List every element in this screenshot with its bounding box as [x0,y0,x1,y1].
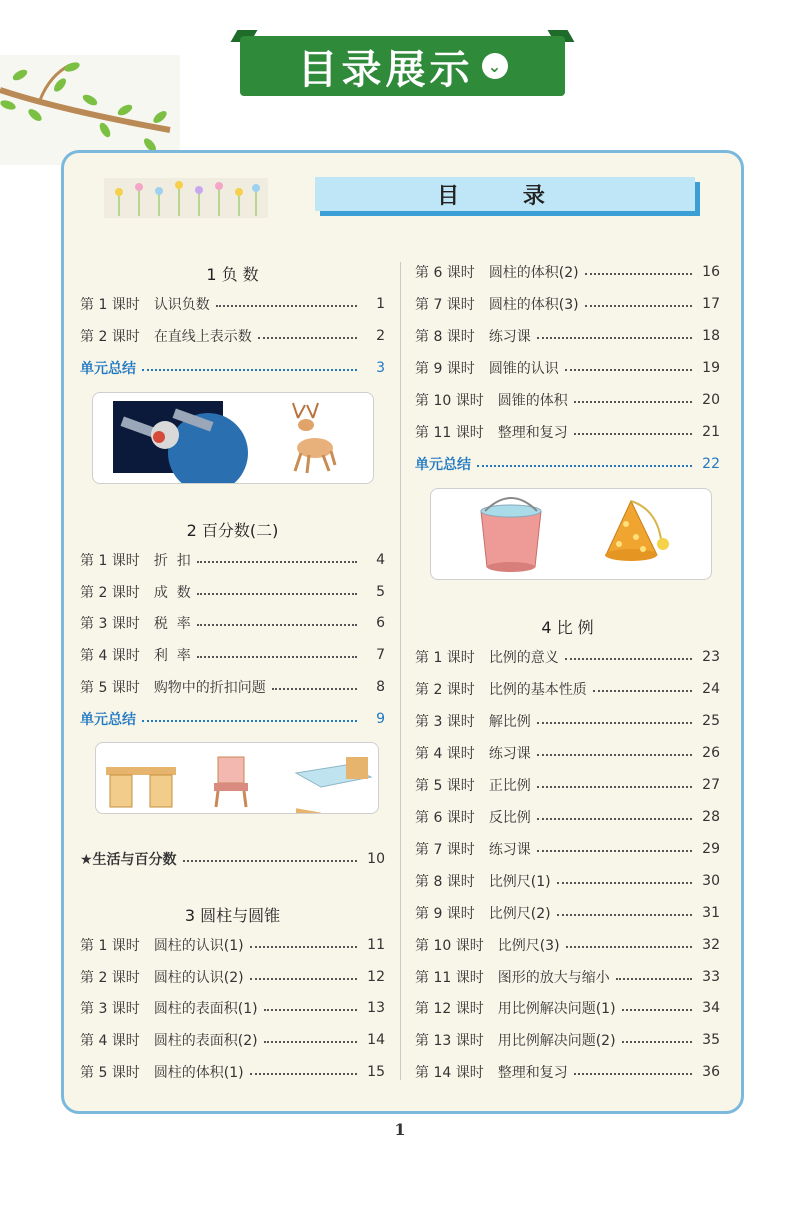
page-number: 12 [367,969,385,985]
page-number: 20 [702,392,720,408]
lesson-label: 第 1 课时 [80,553,140,569]
lesson-name: 折 扣 [153,553,191,569]
lesson-name: 在直线上表示数 [153,329,252,345]
page-number: 2 [376,328,385,344]
lesson-name: 成 数 [153,585,191,601]
toc-row[interactable] [80,582,385,602]
page-number: 7 [376,647,385,663]
leader-dots [142,720,357,722]
page-number: 23 [702,649,720,665]
toc-row[interactable] [80,967,385,987]
summary-label: 单元总结 [80,712,136,728]
page-number: 16 [702,264,720,280]
toc-row[interactable] [415,326,720,346]
special-row[interactable] [80,849,385,869]
page-number: 5 [376,584,385,600]
lesson-name: 用比例解决问题(2) [497,1033,616,1049]
page-number: 4 [376,552,385,568]
toc-row[interactable] [80,935,385,955]
unit-summary-row[interactable] [415,454,720,474]
toc-row[interactable] [415,903,720,923]
lesson-label: 第 4 课时 [415,746,475,762]
page-number: 11 [367,937,385,953]
lesson-name: 利 率 [153,648,191,664]
leader-dots [537,337,692,339]
leader-dots [585,305,692,307]
page-number: 26 [702,745,720,761]
leader-dots [197,656,357,658]
unit-1-title: 1 负 数 [206,265,259,284]
page-number: 8 [376,679,385,695]
lesson-name: 圆柱的表面积(2) [153,1033,258,1049]
toc-row[interactable] [415,294,720,314]
lesson-label: 第 14 课时 [415,1065,484,1081]
lesson-label: 第 1 课时 [80,297,140,313]
leader-dots [565,369,692,371]
lesson-label: 第 2 课时 [80,585,140,601]
leader-dots [566,946,692,948]
lesson-name: 比例的意义 [488,650,559,666]
leader-dots [537,754,692,756]
lesson-label: 第 3 课时 [80,1001,140,1017]
flowers-decoration-icon [104,178,268,218]
leader-dots [574,1073,692,1075]
lesson-name: 圆柱的认识(1) [153,938,244,954]
toc-row[interactable] [415,1062,720,1082]
lesson-name: 整理和复习 [497,1065,568,1081]
leader-dots [183,860,357,862]
lesson-name: 比例尺(1) [488,874,551,890]
page-number: 30 [702,873,720,889]
unit-1-illustration [92,392,374,484]
leader-dots [250,978,357,980]
leader-dots [616,978,692,980]
lesson-label: 第 2 课时 [80,970,140,986]
toc-row[interactable] [80,550,385,570]
page-number: 35 [702,1032,720,1048]
lesson-name: 圆柱的表面积(1) [153,1001,258,1017]
leader-dots [537,850,692,852]
lesson-name: 比例的基本性质 [488,682,587,698]
leader-dots [537,818,692,820]
toc-row[interactable] [80,294,385,314]
unit-2-illustration [95,742,379,814]
page-number: 19 [702,360,720,376]
leader-dots [197,593,357,595]
lesson-name: 图形的放大与缩小 [497,970,610,986]
leader-dots [593,690,692,692]
chevron-down-icon[interactable]: ⌄ [482,53,508,79]
leader-dots [537,786,692,788]
page-number: 18 [702,328,720,344]
banner-body [240,36,565,96]
page-number: 10 [367,851,385,867]
branch-decoration-icon [0,55,180,165]
toc-row[interactable] [415,1030,720,1050]
satellite-deer-icon [93,393,373,483]
lesson-label: 第 8 课时 [415,874,475,890]
lesson-label: 第 5 课时 [80,1065,140,1081]
lesson-label: 第 4 课时 [80,648,140,664]
page-number: 3 [376,360,385,376]
toc-row[interactable] [80,1030,385,1050]
lesson-label: 第 10 课时 [415,393,484,409]
toc-row[interactable] [415,998,720,1018]
page-number: 32 [702,937,720,953]
toc-title: 目 录 [315,177,695,211]
page-number: 13 [367,1000,385,1016]
toc-row[interactable] [80,998,385,1018]
toc-row[interactable] [415,743,720,763]
lesson-name: 用比例解决问题(1) [497,1001,616,1017]
lesson-label: 第 2 课时 [415,682,475,698]
lesson-name: 圆柱的认识(2) [153,970,244,986]
lesson-name: 正比例 [488,778,531,794]
lesson-label: 第 10 课时 [415,938,484,954]
lesson-label: 第 5 课时 [415,778,475,794]
toc-row[interactable] [80,645,385,665]
page-number: 28 [702,809,720,825]
leader-dots [272,688,357,690]
page-number: 14 [367,1032,385,1048]
lesson-name: 练习课 [488,842,531,858]
lesson-label: 第 2 课时 [80,329,140,345]
leader-dots [565,658,692,660]
lesson-name: 圆锥的体积 [497,393,568,409]
lesson-label: 第 11 课时 [415,425,484,441]
toc-row[interactable] [415,935,720,955]
toc-row[interactable] [80,1062,385,1082]
leader-dots [142,369,357,371]
header-banner [240,30,565,96]
toc-row[interactable] [415,422,720,442]
lesson-label: 第 11 课时 [415,970,484,986]
page-number: 27 [702,777,720,793]
page-number: 9 [376,711,385,727]
lesson-label: 第 1 课时 [415,650,475,666]
unit-summary-row[interactable] [80,358,385,378]
bucket-cone-icon [431,489,711,579]
leader-dots [574,401,692,403]
page-number: 1 [376,296,385,312]
lesson-label: 第 9 课时 [415,906,475,922]
toc-row[interactable] [415,967,720,987]
toc-row[interactable] [80,677,385,697]
lesson-name: 认识负数 [153,297,210,313]
furniture-icon [96,743,378,813]
leader-dots [585,273,692,275]
page-number: 31 [702,905,720,921]
toc-row[interactable] [415,358,720,378]
summary-label: 单元总结 [80,361,136,377]
leader-dots [574,433,692,435]
lesson-label: 第 7 课时 [415,297,475,313]
lesson-label: 第 5 课时 [80,680,140,696]
leader-dots [477,465,692,467]
lesson-name: 圆柱的体积(2) [488,265,579,281]
toc-row[interactable] [415,807,720,827]
leader-dots [622,1041,692,1043]
toc-row[interactable] [415,839,720,859]
page-number: 33 [702,969,720,985]
leader-dots [250,1073,357,1075]
lesson-name: 比例尺(3) [497,938,560,954]
lesson-name: 圆柱的体积(3) [488,297,579,313]
lesson-label: 第 8 课时 [415,329,475,345]
leader-dots [250,946,357,948]
leader-dots [622,1009,692,1011]
toc-row[interactable] [415,262,720,282]
lesson-label: 第 13 课时 [415,1033,484,1049]
leader-dots [557,914,692,916]
leader-dots [264,1041,357,1043]
lesson-label: 第 12 课时 [415,1001,484,1017]
lesson-label: 第 7 课时 [415,842,475,858]
page-number: 24 [702,681,720,697]
lesson-name: 解比例 [488,714,531,730]
leader-dots [557,882,692,884]
lesson-label: 第 1 课时 [80,938,140,954]
page-number: 29 [702,841,720,857]
lesson-label: 第 4 课时 [80,1033,140,1049]
toc-row[interactable] [80,613,385,633]
page-number: 15 [367,1064,385,1080]
page-number: 21 [702,424,720,440]
leader-dots [197,561,357,563]
unit-3-title: 3 圆柱与圆锥 [184,906,281,925]
lesson-name: 圆柱的体积(1) [153,1065,244,1081]
lesson-name: 比例尺(2) [488,906,551,922]
toc-row[interactable] [80,326,385,346]
lesson-label: 第 9 课时 [415,361,475,377]
leader-dots [537,722,692,724]
page-number: 25 [702,713,720,729]
page-number: 36 [702,1064,720,1080]
header-title: 目录展示 [297,46,474,93]
page-number: 22 [702,456,720,472]
leader-dots [216,305,357,307]
lesson-name: 练习课 [488,329,531,345]
leader-dots [264,1009,357,1011]
lesson-label: 第 3 课时 [80,616,140,632]
toc-row[interactable] [415,390,720,410]
unit-summary-row[interactable] [80,709,385,729]
toc-row[interactable] [415,871,720,891]
lesson-label: 第 6 课时 [415,810,475,826]
toc-row[interactable] [415,775,720,795]
page-number: 6 [376,615,385,631]
special-label: ★生活与百分数 [80,852,177,868]
page-number: 34 [702,1000,720,1016]
page-number-footer: 1 [394,1120,406,1139]
leader-dots [197,624,357,626]
lesson-name: 税 率 [153,616,191,632]
unit-4-title: 4 比 例 [541,618,594,637]
toc-row[interactable] [415,679,720,699]
column-divider [400,262,401,1080]
leader-dots [258,337,357,339]
lesson-label: 第 6 课时 [415,265,475,281]
toc-row[interactable] [415,711,720,731]
lesson-name: 整理和复习 [497,425,568,441]
unit-2-title: 2 百分数(二) [186,521,279,540]
unit-3-illustration [430,488,712,580]
lesson-name: 练习课 [488,746,531,762]
lesson-label: 第 3 课时 [415,714,475,730]
toc-row[interactable] [415,647,720,667]
page-number: 17 [702,296,720,312]
lesson-name: 购物中的折扣问题 [153,680,266,696]
lesson-name: 圆锥的认识 [488,361,559,377]
summary-label: 单元总结 [415,457,471,473]
lesson-name: 反比例 [488,810,531,826]
